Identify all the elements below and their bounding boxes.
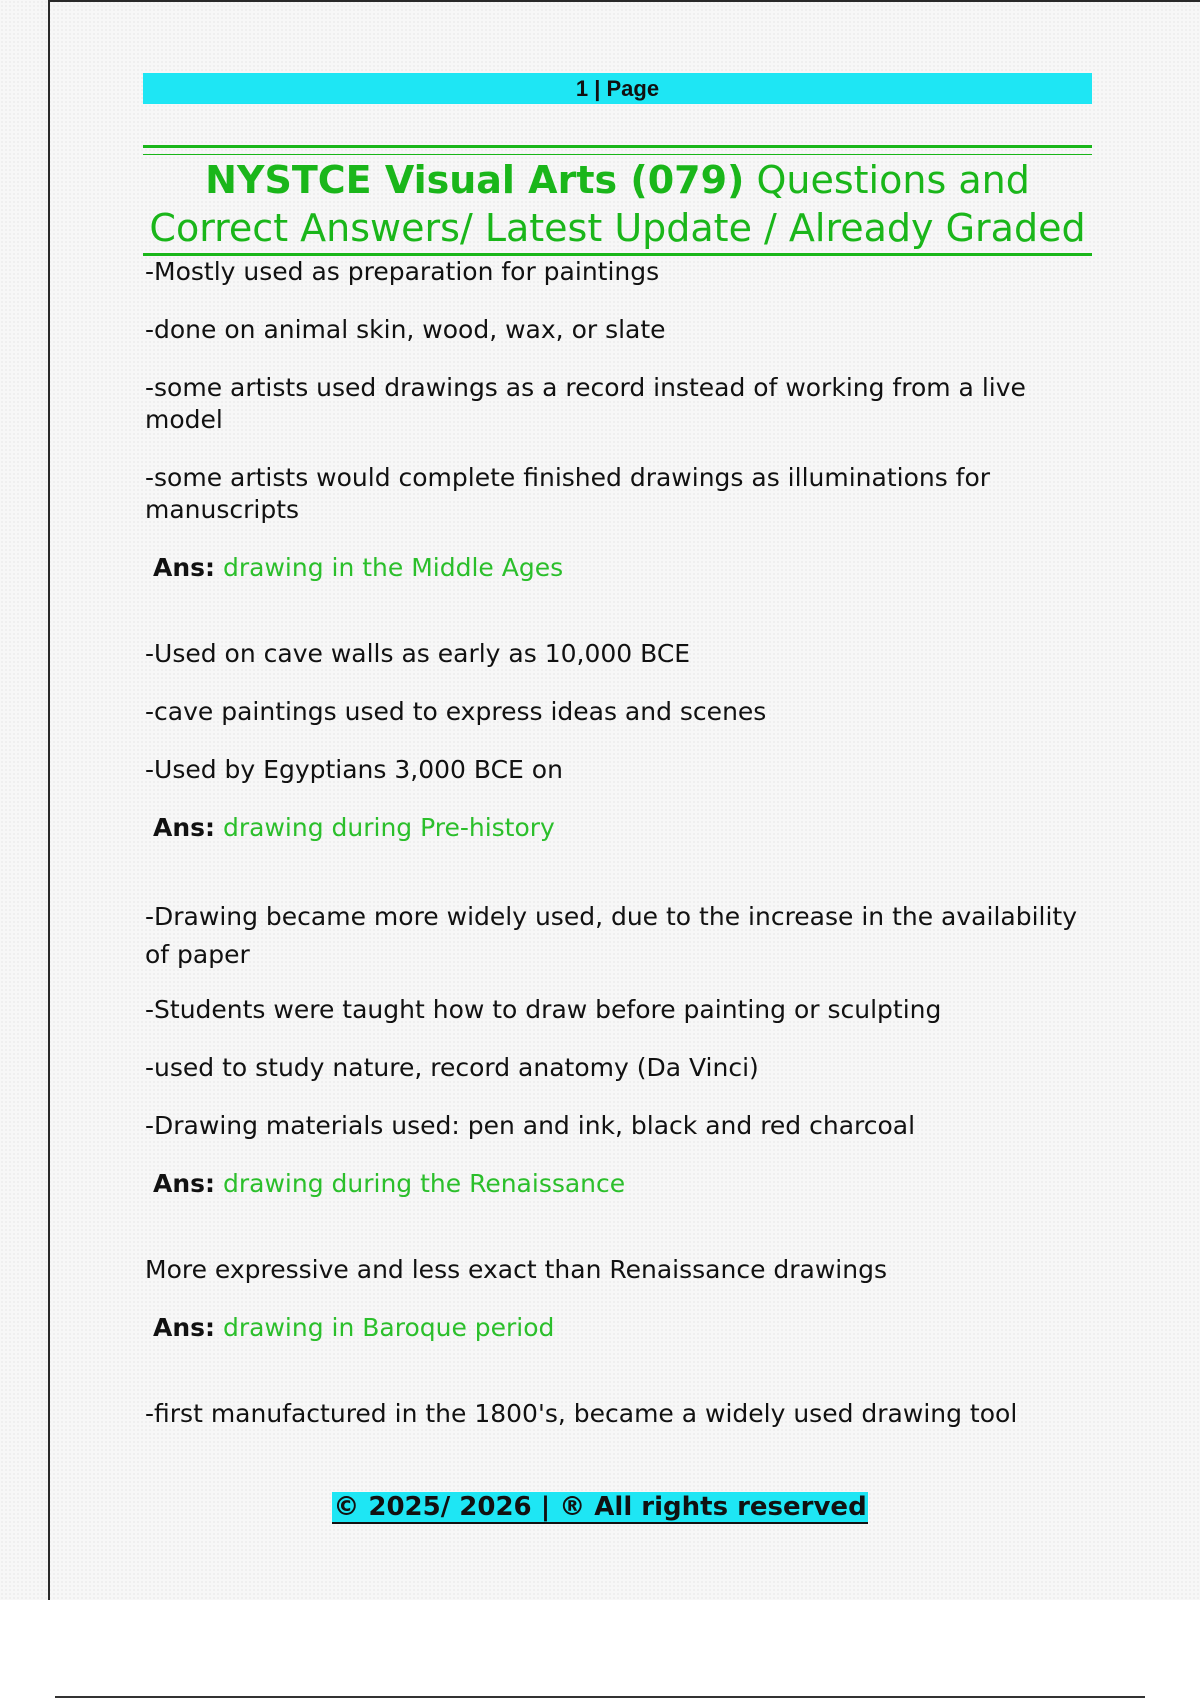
title-rule-top [143,145,1092,148]
answer-line [153,812,1085,844]
title-bold-part: NYSTCE Visual Arts (079) [205,158,745,202]
answer-label: Ans: [153,813,216,842]
qa-content [145,256,1085,1430]
question-line: -Used on cave walls as early as 10,000 BCE [145,639,691,668]
question-line: -Drawing became more widely used, due to the increase in the availability of paper [145,902,1078,969]
qa-block [145,1398,1085,1430]
qa-block [145,638,1085,844]
answer-label: Ans: [153,553,216,582]
question-line: More expressive and less exact than Renaissance drawings [145,1255,887,1284]
qa-block [145,898,1085,1200]
copyright-text: © 2025/ 2026 | ® All rights reserved [333,1492,867,1522]
answer-text: drawing during Pre-history [222,813,555,842]
bottom-rule [55,1696,1145,1698]
question-line: -some artists used drawings as a record instead of working from a live model [145,373,1026,434]
answer-text: drawing during the Renaissance [222,1169,626,1198]
question-line: -first manufactured in the 1800's, became a widely used drawing tool [145,1399,1018,1428]
title-rest: Questions and Correct Answers/ Latest Update / Already Graded [149,158,1086,250]
page-left-border [48,0,50,1600]
answer-text: drawing in Baroque period [222,1313,555,1342]
question-line: -cave paintings used to express ideas and scenes [145,697,767,726]
answer-line [153,1312,1085,1344]
page-top-border [48,0,1200,2]
question-line: -Used by Egyptians 3,000 BCE on [145,755,563,784]
title-rule-thin [143,154,1092,155]
page-number-header: 1 | Page [143,73,1092,104]
question-line: -Drawing materials used: pen and ink, black and red charcoal [145,1111,916,1140]
answer-label: Ans: [153,1169,216,1198]
answer-line [153,1168,1085,1200]
qa-block [145,256,1085,584]
question-line: -used to study nature, record anatomy (Da Vinci) [145,1053,759,1082]
question-line: -Mostly used as preparation for paintings [145,257,660,286]
answer-line [153,552,1085,584]
answer-text: drawing in the Middle Ages [222,553,564,582]
copyright-footer [0,1492,1200,1522]
question-line: -Students were taught how to draw before painting or sculpting [145,995,942,1024]
question-line: -done on animal skin, wood, wax, or slate [145,315,666,344]
qa-block [145,1254,1085,1344]
question-line: -some artists would complete finished drawings as illuminations for manuscripts [145,463,991,524]
document-title [143,156,1092,252]
answer-label: Ans: [153,1313,216,1342]
